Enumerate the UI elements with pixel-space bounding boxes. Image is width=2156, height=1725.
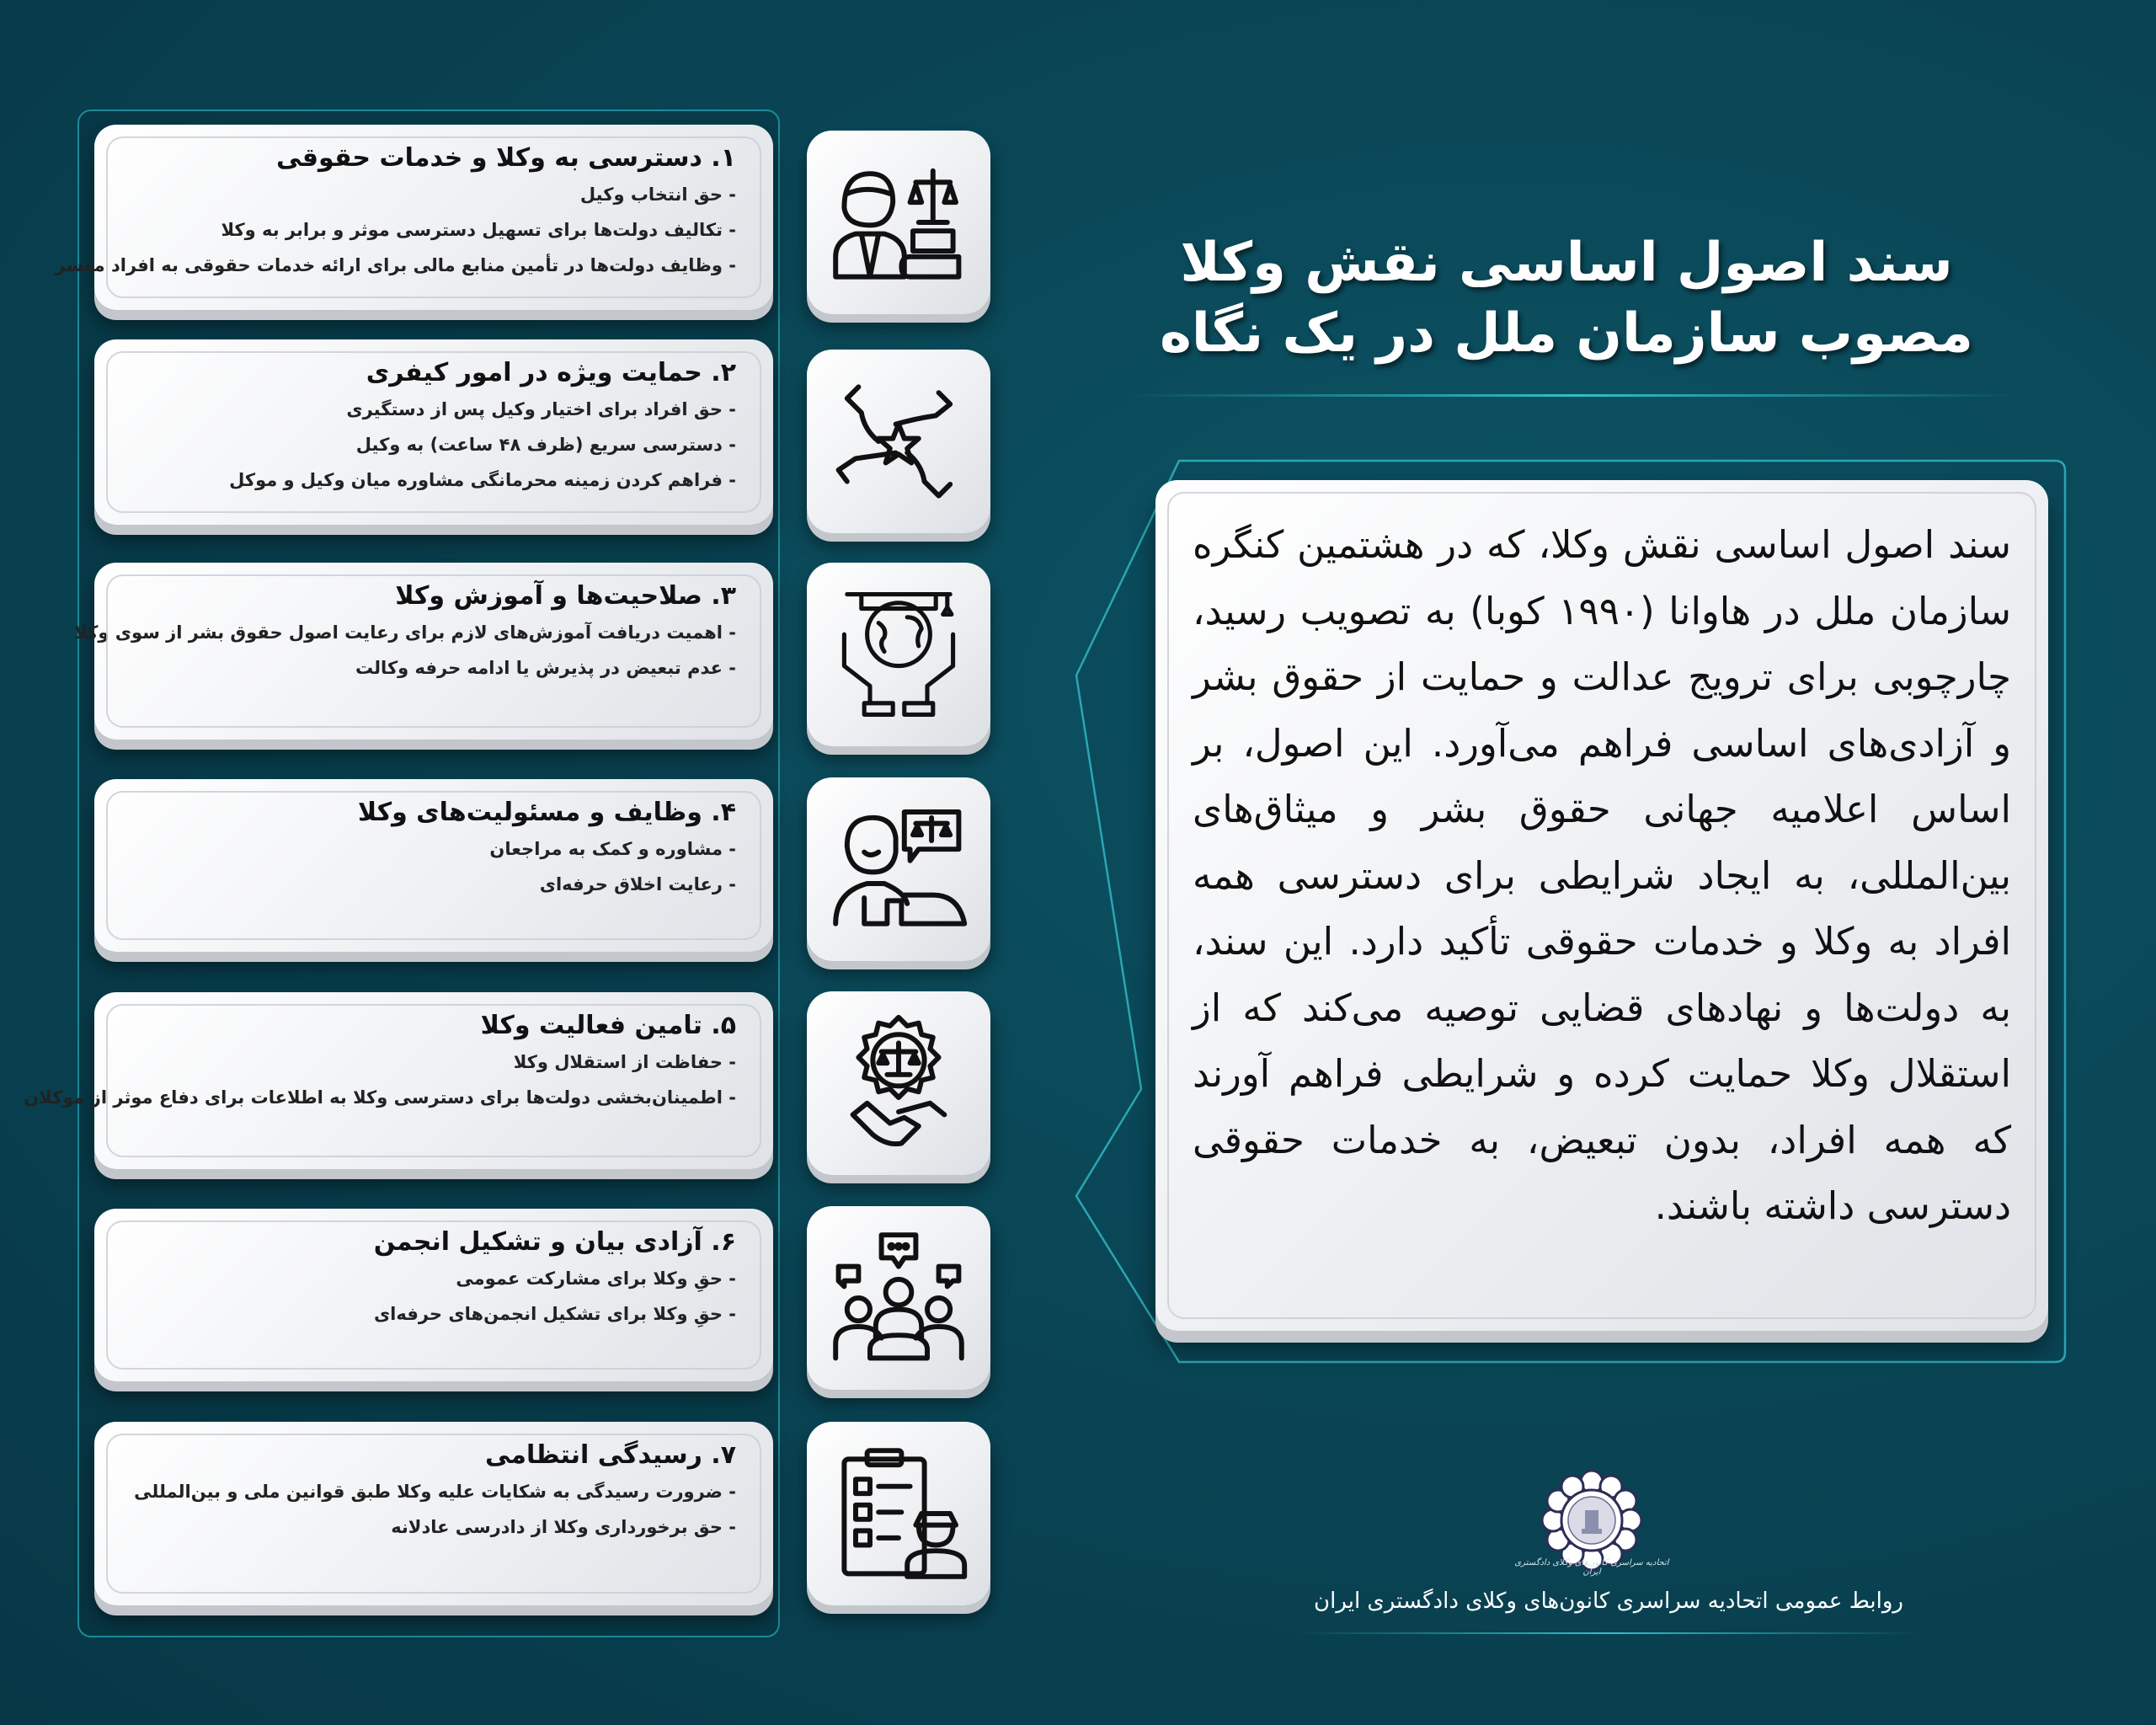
section-item: - رعایت اخلاق حرفه‌ای (128, 874, 736, 895)
icon-tile-4 (807, 777, 990, 961)
section-item: - اهمیت دریافت آموزش‌های لازم برای رعایت اصول حقوق بشر از سوی وکلا (128, 622, 736, 643)
section-item: - حقِ وکلا برای تشکیل انجمن‌های حرفه‌ای (128, 1304, 736, 1324)
bar-association-logo (1541, 1470, 1642, 1571)
section-item: - اطمینان‌بخشی دولت‌ها برای دسترسی وکلا به اطلاعات برای دفاع موثر از موکلان (128, 1087, 736, 1108)
icon-tile-3 (807, 563, 990, 746)
section-card-4 (94, 779, 773, 952)
icon-tile-5 (807, 991, 990, 1175)
summary-text: سند اصول اساسی نقش وکلا، که در هشتمین کنگره سازمان ملل در هاوانا (۱۹۹۰ کوبا) به تصویب رسید، چارچوبی برای ترویج عدالت و حمایت از حقوق بشر و آزادی‌های اساسی فراهم می‌آورد. این اصول، بر اساس اعلامیه جهانی حقوق بشر و میثاق‌های بین‌المللی، به ایجاد شرایطی برای دسترسی همه افراد به وکلا و خدمات حقوقی تأکید دارد. این سند، به دولت‌ها و نهادهای قضایی توصیه می‌کند که از استقلال وکلا حمایت کرده و شرایطی فراهم آورند که همه افراد، بدون تبعیض، به خدمات حقوقی دسترسی داشته باشند. (1193, 522, 2012, 1228)
section-item: - مشاوره و کمک به مراجعان (128, 839, 736, 859)
section-item: - حفاظت از استقلال وکلا (128, 1052, 736, 1072)
section-item: - فراهم کردن زمینه محرمانگی مشاوره میان وکیل و موکل (128, 470, 736, 490)
section-item: - حق برخورداری وکلا از دادرسی عادلانه (128, 1517, 736, 1537)
section-item: - حقِ وکلا برای مشارکت عمومی (128, 1268, 736, 1289)
footer-divider (1297, 1632, 1920, 1634)
section-heading: ۴. وظایف و مسئولیت‌های وکلا (357, 798, 736, 827)
icon-tile-2 (807, 350, 990, 533)
section-card-3 (74, 563, 773, 740)
section-heading: ۳. صلاحیت‌ها و آموزش وکلا (395, 581, 736, 611)
section-card-7 (94, 1422, 773, 1605)
section-item: - عدم تبعیض در پذیرش یا ادامه حرفه وکالت (128, 658, 736, 678)
lawyer-consultation-icon (827, 798, 970, 941)
section-card-1 (55, 125, 773, 310)
checklist-officer-icon (827, 1442, 970, 1585)
section-item: - حق انتخاب وکیل (128, 184, 736, 205)
section-heading: ۵. تامین فعالیت وکلا (480, 1011, 736, 1040)
section-heading: ۶. آزادی بیان و تشکیل انجمن (373, 1227, 736, 1257)
gear-scales-handshake-icon (827, 1012, 970, 1155)
logo-caption: اتحادیه سراسری کانون‌های وکلای دادگستری ایران (1514, 1558, 1669, 1577)
section-card-2 (94, 339, 773, 525)
section-item: - وظایف دولت‌ها در تأمین منابع مالی برای ارائه خدمات حقوقی به افراد معسر (128, 255, 736, 275)
icon-tile-7 (807, 1422, 990, 1605)
page-title (1129, 227, 2004, 369)
lawyer-scales-books-icon (827, 151, 970, 294)
section-item: - دسترسی سریع (ظرف ۴۸ ساعت) به وکیل (128, 435, 736, 455)
icon-tile-6 (807, 1206, 990, 1390)
icon-tile-1 (807, 131, 990, 314)
hands-star-icon (827, 370, 970, 513)
footer-credit: روابط عمومی اتحادیه سراسری کانون‌های وکلای دادگستری ایران (1314, 1589, 1903, 1614)
section-item: - حق افراد برای اختیار وکیل پس از دستگیری (128, 399, 736, 419)
group-speech-icon (827, 1226, 970, 1370)
section-heading: ۷. رسیدگی انتظامی (485, 1440, 736, 1470)
globe-graduation-hands-icon (827, 583, 970, 726)
section-item: - ضرورت رسیدگی به شکایات علیه وکلا طبق قوانین ملی و بین‌المللی (128, 1482, 736, 1502)
section-item: - تکالیف دولت‌ها برای تسهیل دسترسی موثر و برابر به وکلا (128, 220, 736, 240)
title-divider (1129, 394, 2021, 397)
section-card-5 (24, 992, 773, 1169)
title-line-1: سند اصول اساسی نقش وکلا (1180, 232, 1953, 294)
section-heading: ۱. دسترسی به وکلا و خدمات حقوقی (276, 143, 736, 173)
section-card-6 (94, 1209, 773, 1381)
section-heading: ۲. حمایت ویژه در امور کیفری (366, 358, 736, 387)
summary-box (1155, 480, 2048, 1331)
title-line-2: مصوب سازمان ملل در یک نگاه (1160, 302, 1973, 365)
